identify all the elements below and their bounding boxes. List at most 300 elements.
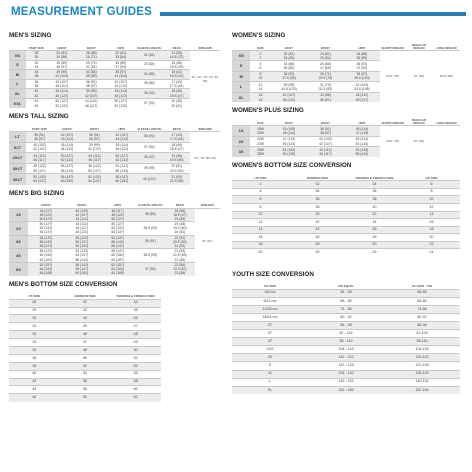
table-cell: 28 [9,299,60,307]
neck-cell-value: 21.5 (55) [173,253,187,258]
waist-cell-value: 58 (147) [75,267,89,272]
neck-cell [163,174,190,185]
column-header: UK SIZE [425,175,438,180]
table-row [9,378,161,386]
waist-cell [307,136,343,146]
chest-cell-value: 34 (86) [56,55,68,60]
neck-cell-value: 18 (46) [171,89,183,94]
bust-cell-value: 33 (84) [283,55,295,60]
pant-cell-value: 38 [34,84,39,89]
waist-cell-value: 44 (112) [85,99,98,104]
youth-table [232,280,460,395]
inseam-note: 30", 32", 34" (76, 81, 86) [190,51,220,109]
pant-cell-value: 50 (127) [33,168,46,173]
table-cell: 38 [9,362,60,370]
neck-cell [163,70,190,80]
table-cell: 68-80 [384,297,460,305]
table-row [232,305,460,313]
pant-cell-value: 28 [34,51,39,56]
sleeve-cell: 35 (89) [136,208,166,222]
table-cell: 104 - 116 [308,346,384,354]
table-cell: 33 [9,339,60,347]
title-rule [160,12,466,16]
column-header: CM EQUIV. [338,284,354,289]
table-row [9,235,220,249]
table-row [9,222,220,236]
table-cell: 4 [232,188,289,196]
hips-cell-value: 48 (122) [115,147,129,152]
hips-cell-value: 50 (127) [111,216,124,221]
waist-cell-value: 54 (137) [75,253,89,258]
column-header [9,41,26,51]
hips-cell [106,79,136,89]
hips-cell [344,71,380,81]
table-cell: 54 [110,362,161,370]
waist-cell-value: 46 (117) [319,152,332,157]
bust-cell [271,61,307,71]
hips-cell-value: 33 (84) [115,55,127,60]
waist-cell [77,89,107,99]
neck-cell-value: 21 (53) [174,249,186,254]
column-header: SPANISH & FRENCH SIZE [116,294,155,299]
table-cell: 50 [346,241,403,249]
column-header: INSEAMS [198,45,212,50]
chest-cell-value: 45 (114) [55,89,68,94]
header-row [9,122,220,132]
size-label: 3X [232,147,250,157]
table-cell: 47 [60,339,111,347]
table-cell: 18/24 mo [232,313,308,321]
neck-cell [163,60,190,70]
sleeve-cell: 36.5 (93) [136,249,166,263]
table-cell: 122-128 [384,362,460,370]
num-cell-value: 28W [257,152,264,157]
table-cell: 110-122 [384,354,460,362]
hips-cell-value: 52 (132) [114,103,128,108]
waist-cell-value: 27 (69) [320,66,331,71]
table-row [9,79,220,89]
table-cell: 56 - 68 [308,289,384,297]
hips-cell-value: 35 (89) [115,60,127,65]
neck-cell-value: 18.5 (47) [169,147,184,152]
table-cell: 54 [60,370,111,378]
table-row [232,386,460,394]
header-row [232,171,460,181]
hips-cell-value: 38 (97) [356,72,368,77]
column-header: US SIZE [263,284,277,289]
sleeve-cell: 36 (91) [136,89,163,99]
table-cell: 56 [60,378,111,386]
sleeve-cell: 33 (84) [136,60,163,70]
neck-cell-value: 17 (43) [171,132,183,137]
table-cell: 38 [289,203,346,211]
column-header: PANT SIZE [32,126,48,131]
neck-cell-value: 17 (43) [171,79,183,84]
hips-cell-value: 64 (163) [111,267,124,272]
left-column [9,32,220,407]
table-row [232,297,460,305]
table-row [9,262,220,275]
neck-cell [163,79,190,89]
table-cell: 128-140 [384,370,460,378]
waist-cell-value: 46 (117) [75,226,88,231]
hips-cell-value: 58 (147) [111,249,124,254]
hips-cell-value: 56 (142) [115,168,129,173]
chest-cell-value: 58 (147) [39,249,53,254]
column-header: GERMAN SIZE [306,175,329,180]
table-row [232,196,460,204]
chest-cell [47,51,77,61]
neck-cell-value: 19.5 (50) [173,226,187,231]
mens-bottom-section [9,281,220,402]
hips-cell [344,61,380,71]
table-row [9,331,161,339]
table-row [9,98,220,108]
chest-cell-value: 62 (157) [39,262,53,267]
num-cell-value: 2 [259,55,262,60]
hips-cell-value: 42 (107) [115,132,129,137]
num-cell [250,82,271,92]
neck-cell-value: 18.5 (47) [173,212,187,217]
table-row [232,313,460,321]
neck-cell-value: 14 (36) [171,51,183,56]
size-label: XLT [9,142,26,153]
womens-sizing-title: WOMEN'S SIZING [232,32,286,39]
table-cell: 16 [403,219,460,227]
bust-cell [271,71,307,81]
neck-cell-value: 16.5 (42) [169,74,184,79]
neck-cell [163,153,190,164]
table-cell: 68 - 80 [308,297,384,305]
youth-section [232,271,460,395]
hips-cell [106,51,136,61]
hips-cell-value: 50 (127) [115,153,129,158]
chest-cell-value: 41 (104) [55,74,69,79]
size-label: S [232,61,250,71]
table-cell: 43 [60,307,111,315]
pant-cell-value: 34 [34,64,39,69]
waist-cell [77,98,107,108]
chest-cell-value: 50 (127) [39,222,53,227]
inseam-note: 32" (81) [195,208,220,276]
table-cell: 44 [289,226,346,234]
table-cell: 12/18 mo [232,305,308,313]
table-cell: 80-92 [384,313,460,321]
table-cell: 24 [403,249,460,257]
hips-cell [108,132,135,143]
table-row [232,338,460,346]
pant-cell [26,70,47,80]
table-cell: 140-152 [384,378,460,386]
chest-cell-value: 50 (127) [39,216,53,221]
table-row [9,163,220,174]
neck-cell-value: 19 (48) [174,216,186,221]
waist-cell-value: 35 (89) [85,74,97,79]
column-header: BUST [285,121,293,126]
mens-bottom-title: MEN'S BOTTOM SIZE CONVERSION [9,280,118,288]
hips-cell [344,92,380,102]
column-header: NECK [172,45,181,50]
sleeve-cell: 36 (91) [136,235,166,249]
chest-cell [47,70,77,80]
chest-cell-value: 62 (157) [39,257,53,262]
neck-cell-value: 21 (53) [174,244,186,249]
chest-cell-value: 52 (132) [60,158,74,163]
size-label: XS [9,51,26,61]
header-row [9,41,220,51]
table-row [232,378,460,386]
table-cell: 2T [232,321,308,329]
table-cell: 98 - 110 [308,338,384,346]
womens-bottom-title: WOMEN'S BOTTOM SIZE CONVERSION [232,162,352,170]
hips-cell-value: 50 (127) [114,99,128,104]
hips-cell [108,174,135,185]
pant-cell-value: 30 [34,55,39,60]
column-header: NECK [175,203,184,208]
size-label: XS [232,51,250,61]
hips-cell [106,60,136,70]
hips-cell-value: 35 (89) [356,55,368,60]
size-label: 3X [9,235,28,249]
table-cell: S [232,362,308,370]
bust-cell-value: 36 (91) [283,72,295,77]
chest-cell [53,174,80,185]
chest-cell-value: 50 (127) [60,153,74,158]
neck-cell [163,51,190,61]
chest-cell [47,79,77,89]
waist-cell-value: 42 (107) [319,141,332,146]
neck-cell-value: 15 (38) [171,60,183,65]
pant-cell-value: 52 (132) [33,175,46,180]
table-cell: 40 [289,211,346,219]
num-cell [250,147,271,157]
table-cell: XL [232,386,308,394]
neck-cell-value: 20 (51) [174,235,186,240]
mens-big-section [9,190,220,276]
hips-cell-value: 55 (140) [355,152,369,157]
column-header: CHEST [41,203,51,208]
bust-cell-value: 40.5 (103) [281,86,297,91]
bust-cell [271,136,307,146]
size-label: M [232,71,250,81]
hips-cell-value: 37 (94) [115,64,127,69]
waist-cell-value: 24 (61) [320,51,331,56]
pant-cell-value: 44 [34,99,39,104]
sleeve-cell: 34 (86) [136,70,163,80]
column-header: SHORT INSEAM [381,121,404,126]
hips-cell [100,249,136,263]
sleeve-cell: 37 (94) [136,98,163,108]
bust-cell [271,92,307,102]
column-header: PANT SIZE [28,45,44,50]
hips-cell-value: 41 (104) [114,74,128,79]
hips-cell-value: 54 (137) [111,230,124,235]
inseam-long: 34.5" (88) [433,51,460,103]
table-cell: 152 - 164 [308,386,384,394]
waist-cell-value: 39 (99) [85,89,97,94]
neck-cell-value: 19 (48) [171,99,183,104]
pant-cell [26,98,47,108]
waist-cell-value: 25 (64) [320,55,331,60]
neck-cell [163,98,190,108]
waist-cell-value: 26 (66) [320,61,331,66]
table-row [9,370,161,378]
table-row [232,203,460,211]
bust-cell-value: 45 (114) [282,131,296,136]
bust-cell-value: 44 (112) [282,97,296,102]
bust-cell [271,147,307,157]
chest-cell-value: 44 (112) [55,84,68,89]
hips-cell [108,142,135,153]
sleeve-cell: 37 (94) [136,142,163,153]
num-cell [250,51,271,61]
hips-cell [100,208,136,222]
chest-cell [28,249,64,263]
num-cell-value: 20W [257,131,264,136]
pant-cell-value: 38 (97) [34,136,45,141]
size-label: XL [9,89,26,99]
table-cell: 46 [289,234,346,242]
hips-cell-value: 51 (130) [355,141,369,146]
chest-cell-value: 54 (137) [39,230,53,235]
bust-cell-value: 53 (135) [282,152,296,157]
waist-cell-value: 38 (97) [89,136,100,141]
table-row [232,330,460,338]
size-label: XL [232,92,250,102]
table-row [232,51,460,61]
hips-cell-value: 34 (86) [356,51,368,56]
table-cell: 36 [346,188,403,196]
waist-cell [64,235,100,249]
table-cell: 6 [232,196,289,204]
waist-cell-value: 38 (97) [85,84,97,89]
waist-cell-value: 48 (122) [75,230,89,235]
pant-cell-value: 42 (107) [33,147,46,152]
table-cell: 45 [60,323,111,331]
hips-cell-value: 44 (112) [355,93,369,98]
inseam-regular: 32" (81) [405,126,432,157]
column-header: HIPS [114,203,121,208]
column-header: SLEEVE LENGTH [137,126,162,131]
hips-cell [344,51,380,61]
waist-cell-value: 44 (112) [75,222,88,227]
pant-cell-value: 46 [34,103,39,108]
table-row [9,347,161,355]
chest-cell [28,262,64,275]
table-row [232,241,460,249]
header-row [9,199,220,209]
hips-cell-value: 37 (94) [356,66,368,71]
table-row [9,153,220,164]
waist-cell [64,249,100,263]
table-cell: 40 [346,203,403,211]
waist-cell-value: 50 (127) [88,168,101,173]
hips-cell [106,98,136,108]
bust-cell-value: 32 (81) [283,51,295,56]
header [0,0,472,30]
hips-cell-value: 66 (168) [111,271,124,276]
hips-cell [344,126,380,136]
chest-cell-value: 48 (122) [60,147,74,152]
table-cell: 44 [110,299,161,307]
table-cell: 128 - 140 [308,370,384,378]
neck-cell-value: 17.5 (44) [169,136,184,141]
table-cell: 42 [289,219,346,227]
table-cell: 60 [60,394,111,402]
table-cell: 3/6 mo [232,289,308,297]
table-cell: 42 [60,299,111,307]
pant-cell-value: 42 [34,93,39,98]
column-header: US SIZE [254,175,267,180]
mens-sizing-title: MEN'S SIZING [9,32,52,39]
waist-cell-value: 60 (152) [75,271,89,276]
hips-cell-value: 45 (114) [114,89,127,94]
table-cell: 46 [60,331,111,339]
size-label: 4X [9,249,28,263]
table-row [232,211,460,219]
neck-cell-value: 19 (48) [174,222,186,227]
column-header: HIPS [117,45,125,50]
table-row [9,60,220,70]
column-header: EU SIZE - CM [412,284,432,289]
hips-cell-value: 36 (91) [356,61,368,66]
hips-cell-value: 45 (114) [115,143,129,148]
table-row [9,132,220,143]
chest-cell-value: 42 (107) [60,132,74,137]
table-row [232,249,460,257]
waist-cell-value: 36 (91) [89,132,100,137]
bust-cell [271,82,307,92]
hips-cell [100,235,136,249]
column-header: GERMAN SIZE [74,294,96,299]
column-header [9,199,28,209]
table-cell: 48 [110,331,161,339]
table-cell: 92 - 104 [308,330,384,338]
table-cell: 14 [403,211,460,219]
waist-cell-value: 48 (122) [88,164,101,169]
mens-sizing-table [9,41,220,108]
waist-cell-value: 36 (91) [320,126,331,131]
size-label: 2X [9,222,28,236]
hips-cell-value: 44 (112) [114,84,127,89]
waist-cell-value: 56 (142) [75,262,89,267]
column-header: WAIST [89,126,99,131]
table-row [232,181,460,189]
hips-cell-value: 50 (127) [111,222,124,227]
hips-cell-value: 54 (137) [111,235,124,240]
num-cell-value: 22W [257,137,264,142]
table-cell: 104-116 [384,346,460,354]
column-header: REGULAR INSEAM [411,118,427,126]
table-cell: 86 - 98 [308,321,384,329]
pant-cell-value: 46 (117) [33,158,46,163]
waist-cell-value: 42 (107) [84,93,98,98]
num-cell-value: 18 [258,97,263,102]
table-cell: 52 [60,362,111,370]
chest-cell-value: 44 (112) [60,136,74,141]
waist-cell-value: 40 (102) [75,208,89,213]
num-cell [250,136,271,146]
waist-cell-value: 46 (117) [88,158,101,163]
sleeve-cell: 35.5 (90) [136,222,166,236]
table-row [9,386,161,394]
table-row [9,208,220,222]
num-cell-value: 18W [257,126,264,131]
column-header: SLEEVE LENGTH [137,45,162,50]
table-cell: 74-86 [384,305,460,313]
table-cell: 6 [403,181,460,189]
waist-cell [81,142,108,153]
